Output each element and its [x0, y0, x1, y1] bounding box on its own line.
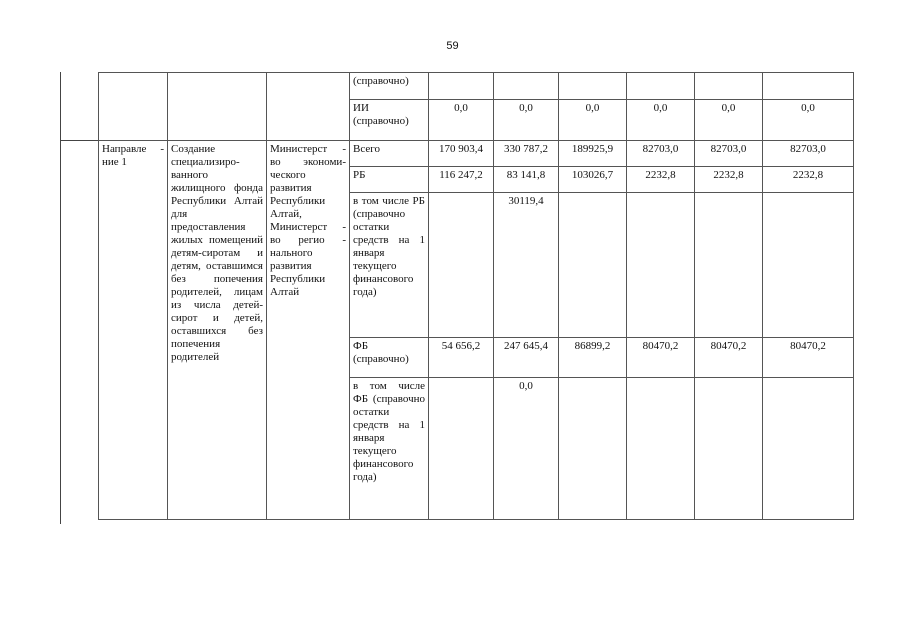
value-cell: [559, 193, 627, 338]
section-divider-rule: [60, 140, 98, 141]
value-cell: 0,0: [627, 100, 695, 141]
value-cell: [627, 73, 695, 100]
source-label: в том числе РБ (справочно остатки средств на 1 января текущего финансового года): [350, 193, 429, 338]
value-cell: 189925,9: [559, 141, 627, 167]
value-cell: [559, 73, 627, 100]
description-cell-empty: [168, 73, 267, 141]
source-label: ФБ (справочно): [350, 338, 429, 378]
value-cell: [559, 378, 627, 520]
table-row: [99, 73, 854, 100]
value-cell: 0,0: [494, 378, 559, 520]
value-cell: 247 645,4: [494, 338, 559, 378]
value-cell: 0,0: [494, 100, 559, 141]
value-cell: [763, 378, 854, 520]
value-cell: 330 787,2: [494, 141, 559, 167]
value-cell: 80470,2: [763, 338, 854, 378]
value-cell: [763, 73, 854, 100]
value-cell: 0,0: [695, 100, 763, 141]
value-cell: [494, 73, 559, 100]
value-cell: 0,0: [763, 100, 854, 141]
value-cell: 82703,0: [627, 141, 695, 167]
value-cell: [695, 193, 763, 338]
value-cell: 80470,2: [627, 338, 695, 378]
budget-table: [98, 72, 854, 520]
value-cell: 170 903,4: [429, 141, 494, 167]
value-cell: 83 141,8: [494, 167, 559, 193]
value-cell: [627, 193, 695, 338]
value-cell: 103026,7: [559, 167, 627, 193]
value-cell: 82703,0: [695, 141, 763, 167]
value-cell: [763, 193, 854, 338]
value-cell: 116 247,2: [429, 167, 494, 193]
direction-name: Направле - ние 1: [99, 141, 168, 520]
source-label: (справочно): [350, 73, 429, 100]
value-cell: [429, 193, 494, 338]
value-cell: [695, 378, 763, 520]
table-row: [99, 141, 854, 167]
source-label: РБ: [350, 167, 429, 193]
source-label: Всего: [350, 141, 429, 167]
value-cell: [627, 378, 695, 520]
value-cell: 82703,0: [763, 141, 854, 167]
value-cell: [695, 73, 763, 100]
value-cell: [429, 378, 494, 520]
source-label: в том числе ФБ (справочно остатки средств на 1 января текущего финансового года): [350, 378, 429, 520]
value-cell: 2232,8: [695, 167, 763, 193]
value-cell: 2232,8: [763, 167, 854, 193]
page-number: 59: [446, 40, 459, 52]
value-cell: 0,0: [429, 100, 494, 141]
value-cell: 86899,2: [559, 338, 627, 378]
value-cell: 54 656,2: [429, 338, 494, 378]
value-cell: 30119,4: [494, 193, 559, 338]
direction-description: Создание специализиро-ванного жилищного фонда Республики Алтай для предоставления жилых помещений детям-сиротам и детям, оставшимся без попечения родителей, лицам из числа детей-сирот и детей, оставшихся без попечения родителей: [168, 141, 267, 520]
value-cell: 0,0: [559, 100, 627, 141]
value-cell: 2232,8: [627, 167, 695, 193]
direction-executor: Министерст - во экономи-ческого развития Республики Алтай, Министерст - во регио - нального развития Республики Алтай: [267, 141, 350, 520]
value-cell: 80470,2: [695, 338, 763, 378]
direction-cell-empty: [99, 73, 168, 141]
source-label: ИИ (справочно): [350, 100, 429, 141]
value-cell: [429, 73, 494, 100]
executor-cell-empty: [267, 73, 350, 141]
